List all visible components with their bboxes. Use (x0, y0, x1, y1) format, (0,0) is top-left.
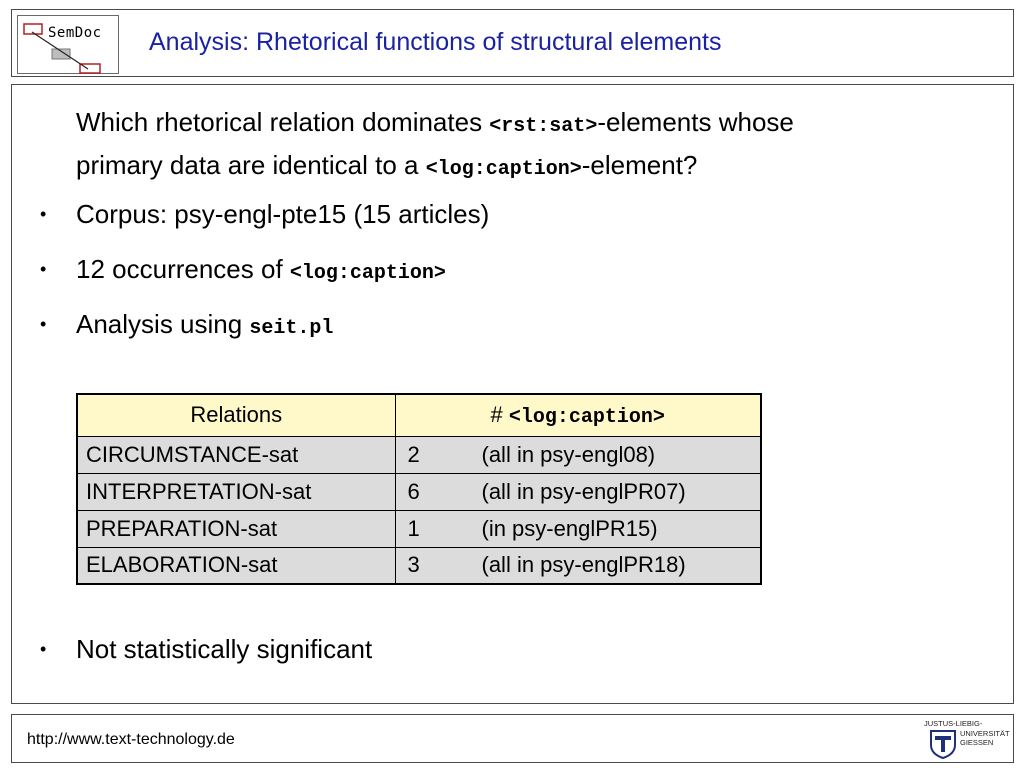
count-cell (395, 547, 761, 584)
count-value: 3 (407, 552, 420, 578)
table-row (77, 436, 761, 473)
count-note: (in psy-englPR15) (481, 515, 658, 541)
slide-content (11, 84, 1014, 704)
university-shield-icon (928, 729, 958, 759)
bullet-text: Corpus: psy-engl-pte15 (15 articles) (76, 199, 490, 229)
header-relations: Relations (77, 394, 395, 436)
university-logo-icon (920, 717, 1010, 761)
header-count (395, 394, 761, 436)
slide-header (11, 9, 1014, 77)
logo-text: SemDoc (48, 25, 102, 41)
count-note: (all in psy-englPR18) (481, 552, 686, 578)
university-name-1: JUSTUS-LIEBIG- (924, 719, 983, 728)
bullet-icon: • (40, 314, 47, 334)
table-row (77, 547, 761, 584)
bullet-text (76, 253, 446, 290)
header-hash: # (490, 401, 509, 427)
relations-table (76, 393, 762, 585)
page-title: Analysis: Rhetorical functions of structural elements (149, 28, 722, 56)
university-name-block (960, 729, 1010, 747)
relation-cell: ELABORATION-sat (77, 547, 395, 584)
lead-text-4: -element? (581, 150, 698, 180)
lead-text-1: Which rhetorical relation dominates (76, 107, 490, 137)
count-value: 6 (407, 478, 420, 504)
lead-text-2: -elements whose (597, 107, 794, 137)
slide-footer (11, 714, 1014, 763)
footer-url-link[interactable]: http://www.text-technology.de (27, 731, 235, 748)
header-code: <log:caption> (508, 405, 665, 429)
table-header-row (77, 394, 761, 436)
count-cell (395, 473, 761, 510)
relation-cell: INTERPRETATION-sat (77, 473, 395, 510)
count-note: (all in psy-englPR07) (481, 478, 686, 504)
table-row (77, 473, 761, 510)
relation-cell: PREPARATION-sat (77, 510, 395, 547)
count-cell (395, 510, 761, 547)
table-row (77, 510, 761, 547)
count-value: 2 (407, 441, 420, 467)
bullet-icon: • (40, 204, 47, 224)
lead-question (76, 103, 976, 189)
semdoc-logo-icon (17, 15, 119, 74)
university-name-2: UNIVERSITÄT (960, 729, 1010, 738)
lead-code-log-caption: <log:caption> (425, 158, 582, 181)
bullet-label: 12 occurrences of (76, 254, 290, 284)
count-note: (all in psy-engl08) (481, 441, 656, 467)
count-value: 1 (407, 515, 420, 541)
bullet-icon: • (40, 639, 47, 659)
bullet-icon: • (40, 259, 47, 279)
lead-code-rst-sat: <rst:sat> (489, 115, 598, 138)
university-name-3: GIESSEN (960, 738, 994, 747)
bullet-text (76, 308, 333, 345)
bullet-code: <log:caption> (289, 262, 446, 285)
relation-cell: CIRCUMSTANCE-sat (77, 436, 395, 473)
count-cell (395, 436, 761, 473)
bullet-text: Not statistically significant (76, 634, 373, 664)
bullet-code: seit.pl (249, 317, 334, 340)
bullet-label: Analysis using (76, 309, 250, 339)
lead-text-3: primary data are identical to a (76, 150, 426, 180)
